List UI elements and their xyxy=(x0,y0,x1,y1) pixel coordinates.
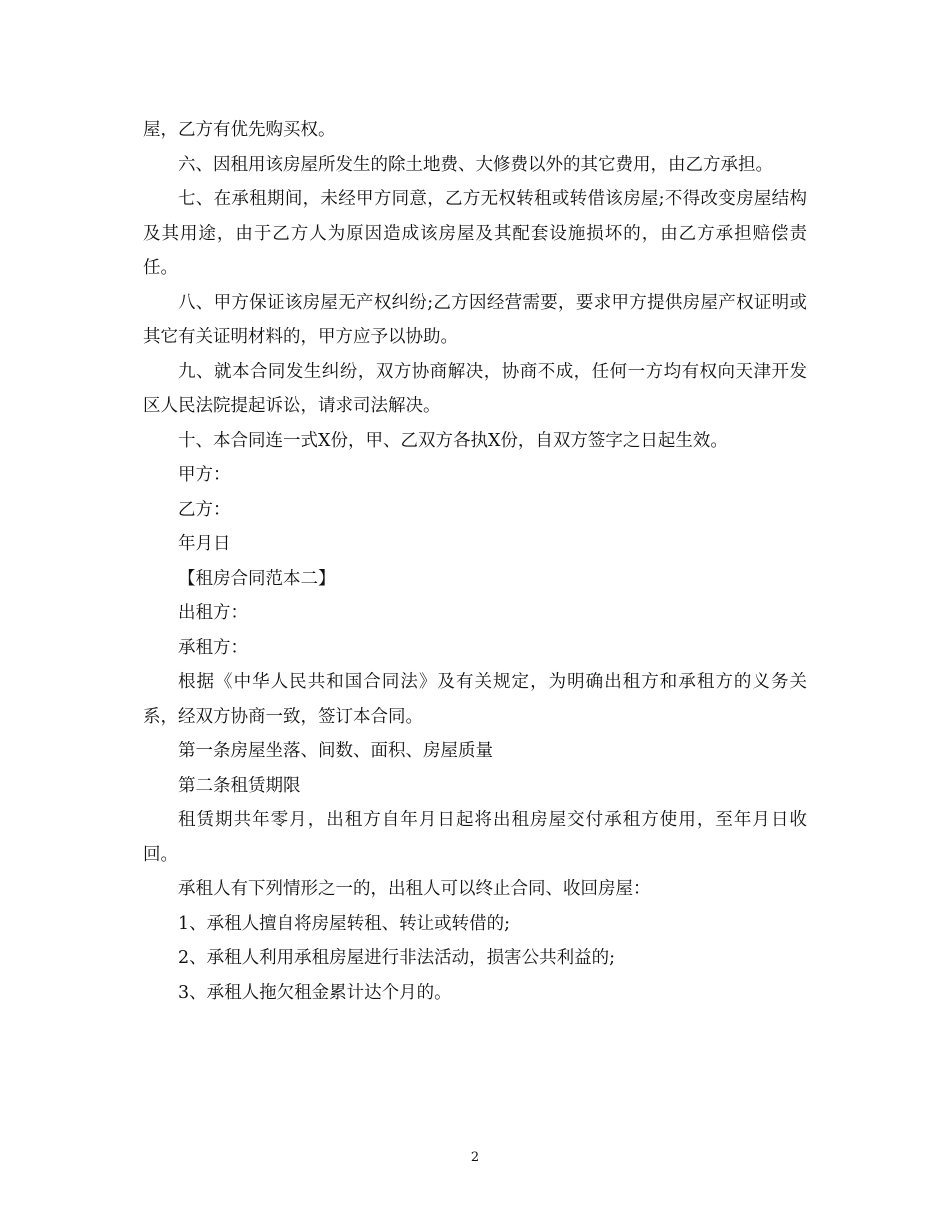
signature-line-party-a: 甲方： xyxy=(178,465,231,485)
paragraph: 十、本合同连一式X份，甲、乙双方各执X份，自双方签字之日起生效。 xyxy=(178,430,728,451)
list-item: 2、承租人利用承租房屋进行非法活动，损害公共利益的; xyxy=(178,948,616,968)
document-body xyxy=(143,113,807,1010)
paragraph: 七、在承租期间，未经甲方同意，乙方无权转租或转借该房屋;不得改变房屋结构及其用途，由于乙方人为原因造成该房屋及其配套设施损坏的，由乙方承担赔偿责任。 xyxy=(143,189,807,278)
lessee-line: 承租方： xyxy=(178,637,248,658)
paragraph: 根据《中华人民共和国合同法》及有关规定，为明确出租方和承租方的义务关系，经双方协商一致，签订本合同。 xyxy=(143,672,807,727)
article-heading: 第二条租赁期限 xyxy=(178,775,301,796)
paragraph: 屋，乙方有优先购买权。 xyxy=(143,120,336,140)
article-heading: 第一条房屋坐落、间数、面积、房屋质量 xyxy=(178,741,493,761)
paragraph: 承租人有下列情形之一的，出租人可以终止合同、收回房屋： xyxy=(178,879,651,899)
list-item: 1、承租人擅自将房屋转租、转让或转借的; xyxy=(178,913,511,934)
paragraph: 租赁期共年零月，出租方自年月日起将出租房屋交付承租方使用，至年月日收回。 xyxy=(143,810,807,865)
date-line: 年月日 xyxy=(178,534,231,554)
list-item: 3、承租人拖欠租金累计达个月的。 xyxy=(178,982,452,1003)
paragraph: 八、甲方保证该房屋无产权纠纷;乙方因经营需要，要求甲方提供房屋产权证明或其它有关证明材料的，甲方应予以协助。 xyxy=(143,292,807,347)
section-heading: 【租房合同范本二】 xyxy=(178,568,336,589)
page-number: 2 xyxy=(470,1150,480,1165)
paragraph: 九、就本合同发生纠纷，双方协商解决，协商不成，任何一方均有权向天津开发区人民法院提起诉讼，请求司法解决。 xyxy=(143,361,807,416)
paragraph: 六、因租用该房屋所发生的除土地费、大修费以外的其它费用，由乙方承担。 xyxy=(178,154,773,175)
signature-line-party-b: 乙方： xyxy=(178,499,231,520)
lessor-line: 出租方： xyxy=(178,603,248,623)
